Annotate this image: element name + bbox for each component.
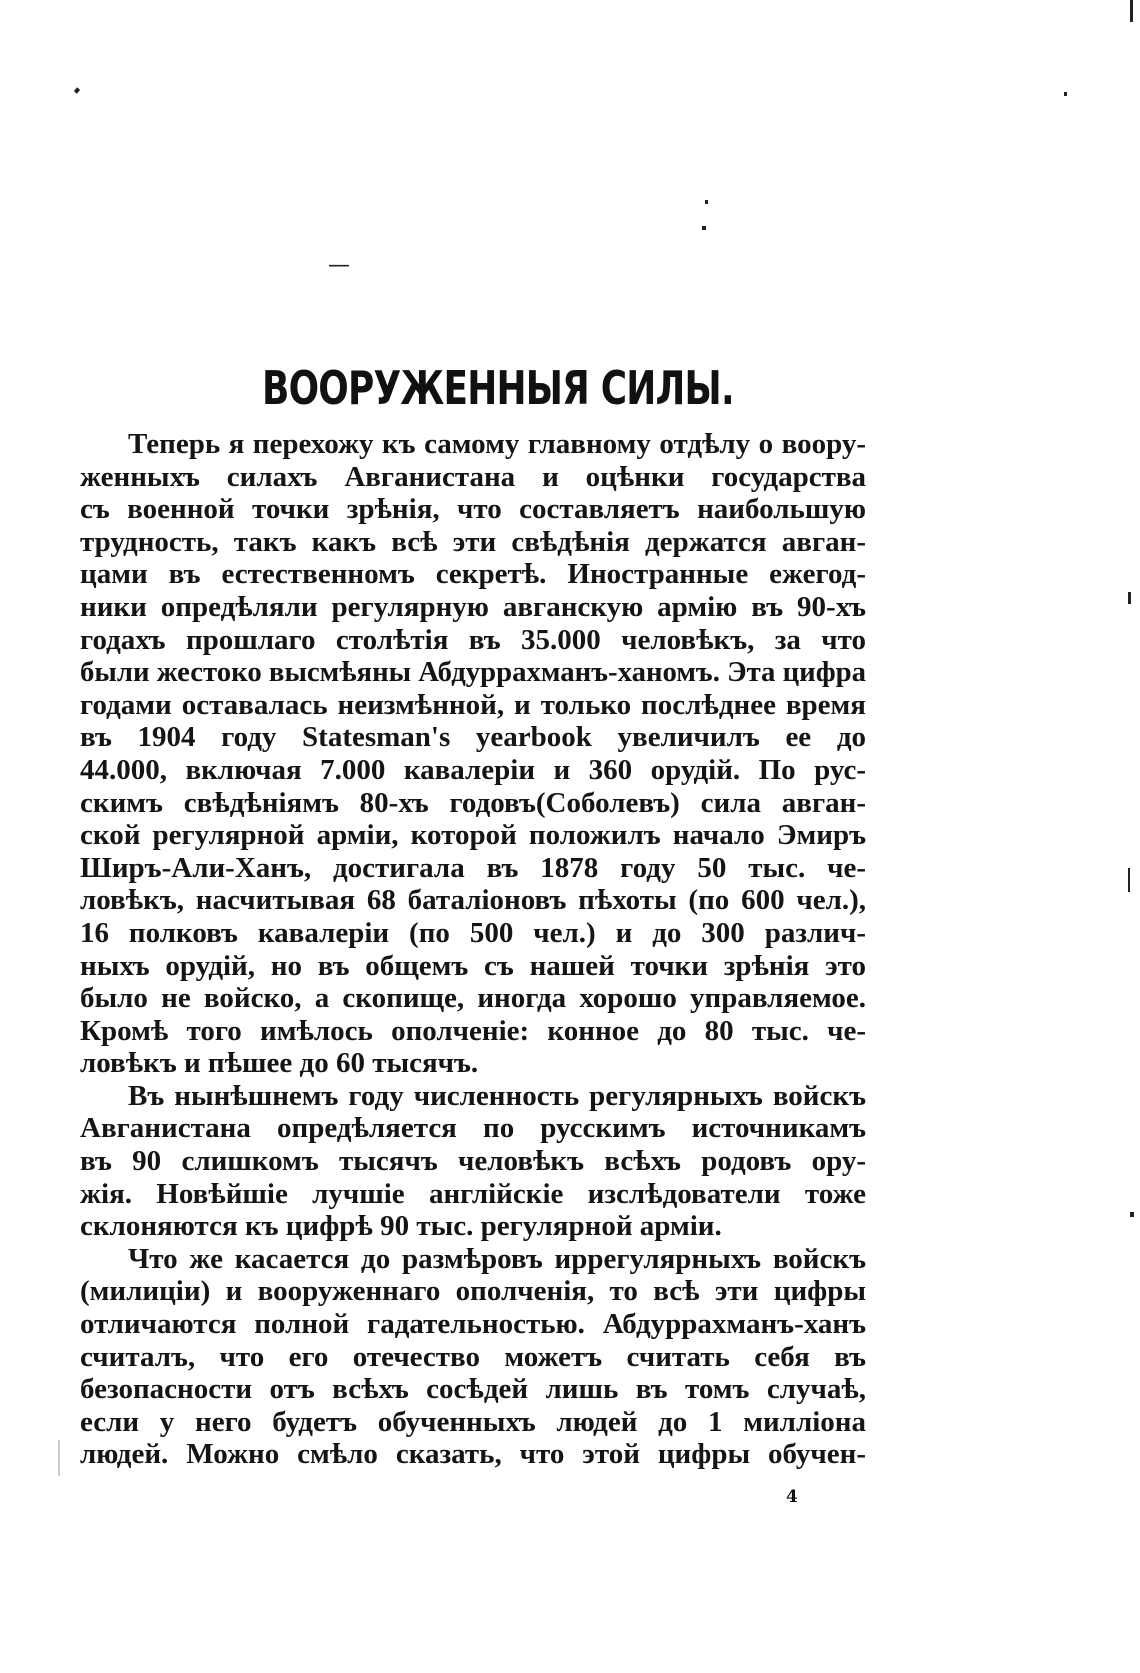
- text-line: ныхъ орудій, но въ общемъ съ нашей точки зрѣнія это: [80, 949, 866, 982]
- text-line: въ 1904 году Statesman's yearbook увеличилъ ее до: [80, 721, 866, 754]
- scan-mark-right-1: [1064, 92, 1067, 96]
- text-line: годами оставалась неизмѣнной, и только послѣднее время: [80, 688, 866, 721]
- text-line: женныхъ силахъ Авганистана и оцѣнки государства: [80, 460, 866, 493]
- section-heading: ВООРУЖЕННЫЯ СИЛЫ.: [262, 361, 734, 415]
- text-line: если у него будетъ обученныхъ людей до 1 милліона: [80, 1405, 866, 1438]
- text-line: 16 полковъ кавалеріи (по 500 чел.) и до 300 различ-: [80, 916, 866, 949]
- top-dash: —: [328, 253, 350, 278]
- text-line: (милиціи) и вооруженнаго ополченія, то всѣ эти цифры: [80, 1275, 866, 1308]
- text-line: трудность, такъ какъ всѣ эти свѣдѣнія держатся авган-: [80, 525, 866, 558]
- text-line: Въ нынѣшнемъ году численность регулярныхъ войскъ: [128, 1079, 866, 1112]
- text-line: безопасности отъ всѣхъ сосѣдей лишь въ томъ случаѣ,: [80, 1373, 866, 1406]
- scan-mark-right-4: [1130, 1212, 1134, 1217]
- scan-mark-left-bottom: [58, 1440, 60, 1476]
- scan-mark-right-2: [1128, 592, 1131, 604]
- scan-mark-edge-right: [1130, 0, 1133, 22]
- text-line: скимъ свѣдѣніямъ 80-хъ годовъ(Соболевъ) сила авган-: [80, 786, 866, 819]
- text-line: цами въ естественномъ секретѣ. Иностранные ежегод-: [80, 558, 866, 591]
- text-line: жія. Новѣйшіе лучшіе англійскіе изслѣдователи тоже: [80, 1177, 866, 1210]
- text-line: Ширъ-Али-Ханъ, достигала въ 1878 году 50 тыс. че-: [80, 851, 866, 884]
- scan-mark-center-1: [705, 200, 708, 204]
- page-number: 4: [786, 1487, 798, 1507]
- text-line: было не войско, а скопище, иногда хорошо управляемое.: [80, 982, 866, 1015]
- scan-mark-top-left: [74, 87, 80, 93]
- text-line: склоняются къ цифрѣ 90 тыс. регулярной арміи.: [80, 1210, 722, 1243]
- text-line: считалъ, что его отечество можетъ считать себя въ: [80, 1340, 866, 1373]
- text-line: ники опредѣляли регулярную авганскую армію въ 90-хъ: [80, 590, 866, 623]
- text-line: ской регулярной арміи, которой положилъ начало Эмиръ: [80, 819, 866, 852]
- body-text: [80, 428, 866, 1471]
- text-line: Авганистана опредѣляется по русскимъ источникамъ: [80, 1112, 866, 1145]
- text-line: были жестоко высмѣяны Абдуррахманъ-ханомъ. Эта цифра: [80, 656, 867, 689]
- text-line: въ 90 слишкомъ тысячъ человѣкъ всѣхъ родовъ ору-: [80, 1145, 866, 1178]
- text-line: Что же касается до размѣровъ иррегулярныхъ войскъ: [128, 1242, 866, 1275]
- text-line: людей. Можно смѣло сказать, что этой цифры обучен-: [80, 1438, 866, 1471]
- text-line: годахъ прошлаго столѣтія въ 35.000 человѣкъ, за что: [80, 623, 866, 656]
- text-line: съ военной точки зрѣнія, что составляетъ наибольшую: [80, 493, 866, 526]
- text-line: 44.000, включая 7.000 кавалеріи и 360 орудій. По рус-: [80, 753, 866, 786]
- text-line: отличаются полной гадательностью. Абдуррахманъ-ханъ: [80, 1308, 866, 1341]
- scan-mark-center-2: [702, 226, 706, 230]
- scan-mark-right-3: [1128, 868, 1130, 892]
- text-line: ловѣкъ, насчитывая 68 баталіоновъ пѣхоты (по 600 чел.),: [80, 884, 866, 917]
- text-line: ловѣкъ и пѣшее до 60 тысячъ.: [80, 1047, 479, 1080]
- text-line: Теперь я перехожу къ самому главному отдѣлу о воору-: [128, 428, 866, 460]
- text-line: Кромѣ того имѣлось ополченіе: конное до 80 тыс. че-: [80, 1014, 866, 1047]
